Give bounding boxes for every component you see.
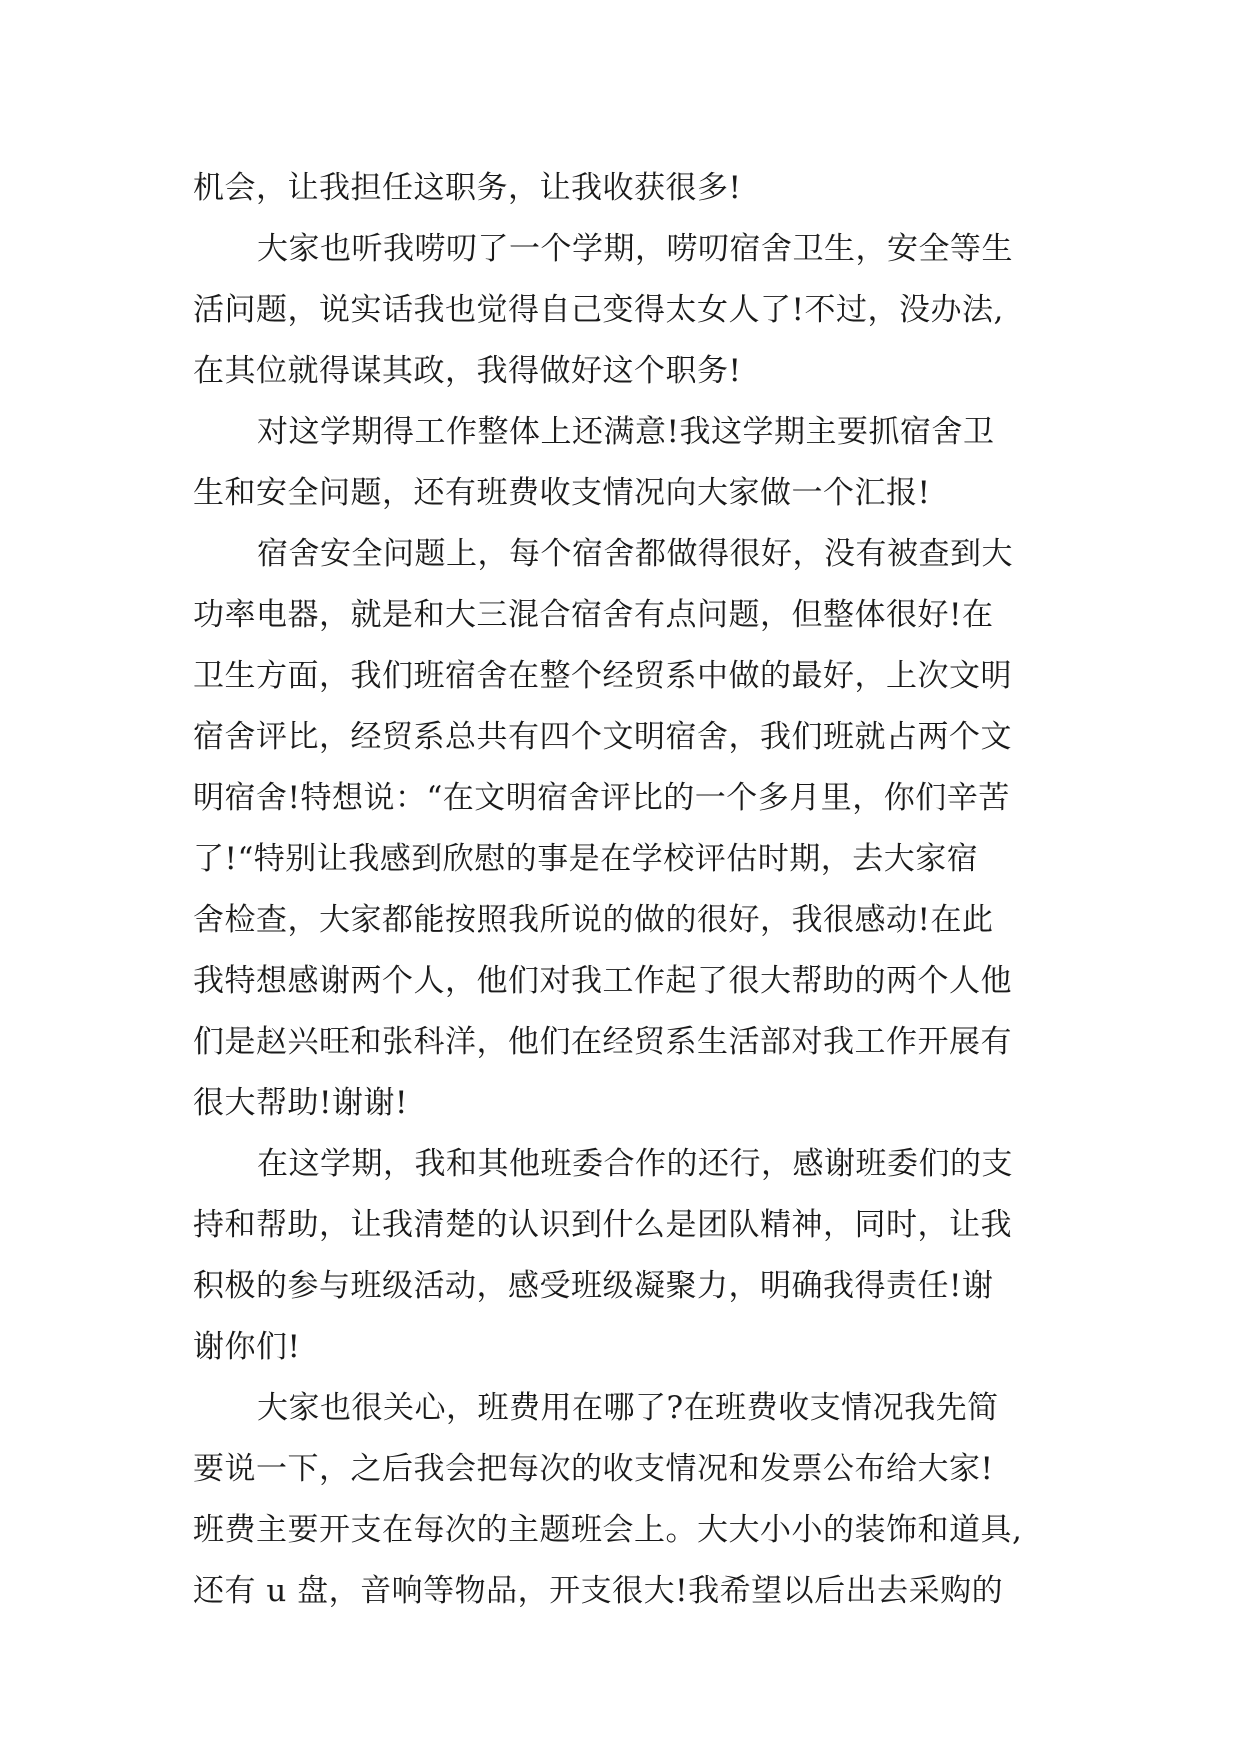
- text-line: 宿舍安全问题上，每个宿舍都做得很好，没有被查到大: [257, 536, 1013, 572]
- text-line: 还有 u 盘，音响等物品，开支很大!我希望以后出去采购的: [193, 1573, 1004, 1609]
- text-line: 生和安全问题，还有班费收支情况向大家做一个汇报!: [193, 475, 931, 511]
- text-line: 要说一下，之后我会把每次的收支情况和发票公布给大家!: [193, 1451, 994, 1487]
- text-line: 谢你们!: [193, 1329, 301, 1365]
- text-line: 积极的参与班级活动，感受班级凝聚力，明确我得责任!谢: [193, 1268, 994, 1304]
- text-line: 宿舍评比，经贸系总共有四个文明宿舍，我们班就占两个文: [193, 719, 1012, 755]
- text-line: 我特想感谢两个人，他们对我工作起了很大帮助的两个人他: [193, 963, 1012, 999]
- text-line: 们是赵兴旺和张科洋，他们在经贸系生活部对我工作开展有: [193, 1024, 1012, 1060]
- text-line: 大家也听我唠叨了一个学期，唠叨宿舍卫生，安全等生: [257, 231, 1013, 267]
- document-body: [193, 158, 1053, 1622]
- text-line: 很大帮助!谢谢!: [193, 1085, 408, 1121]
- text-line: 大家也很关心，班费用在哪了?在班费收支情况我先简: [257, 1390, 999, 1426]
- text-line: 对这学期得工作整体上还满意!我这学期主要抓宿舍卫: [257, 414, 995, 450]
- text-line: 班费主要开支在每次的主题班会上。大大小小的装饰和道具,: [193, 1512, 1023, 1548]
- text-line: 舍检查，大家都能按照我所说的做的很好，我很感动!在此: [193, 902, 994, 938]
- text-line: 卫生方面，我们班宿舍在整个经贸系中做的最好，上次文明: [193, 658, 1012, 694]
- text-line: 功率电器，就是和大三混合宿舍有点问题，但整体很好!在: [193, 597, 994, 633]
- text-line: 在其位就得谋其政，我得做好这个职务!: [193, 353, 742, 389]
- text-line: 了!“特别让我感到欣慰的事是在学校评估时期，去大家宿: [193, 841, 979, 877]
- text-line: 在这学期，我和其他班委合作的还行，感谢班委们的支: [257, 1146, 1013, 1182]
- text-line: 持和帮助，让我清楚的认识到什么是团队精神，同时，让我: [193, 1207, 1012, 1243]
- text-line: 机会，让我担任这职务，让我收获很多!: [193, 170, 742, 206]
- text-line: 活问题，说实话我也觉得自己变得太女人了!不过，没办法,: [193, 292, 1004, 328]
- text-line: 明宿舍!特想说：“在文明宿舍评比的一个多月里，你们辛苦: [193, 780, 1010, 816]
